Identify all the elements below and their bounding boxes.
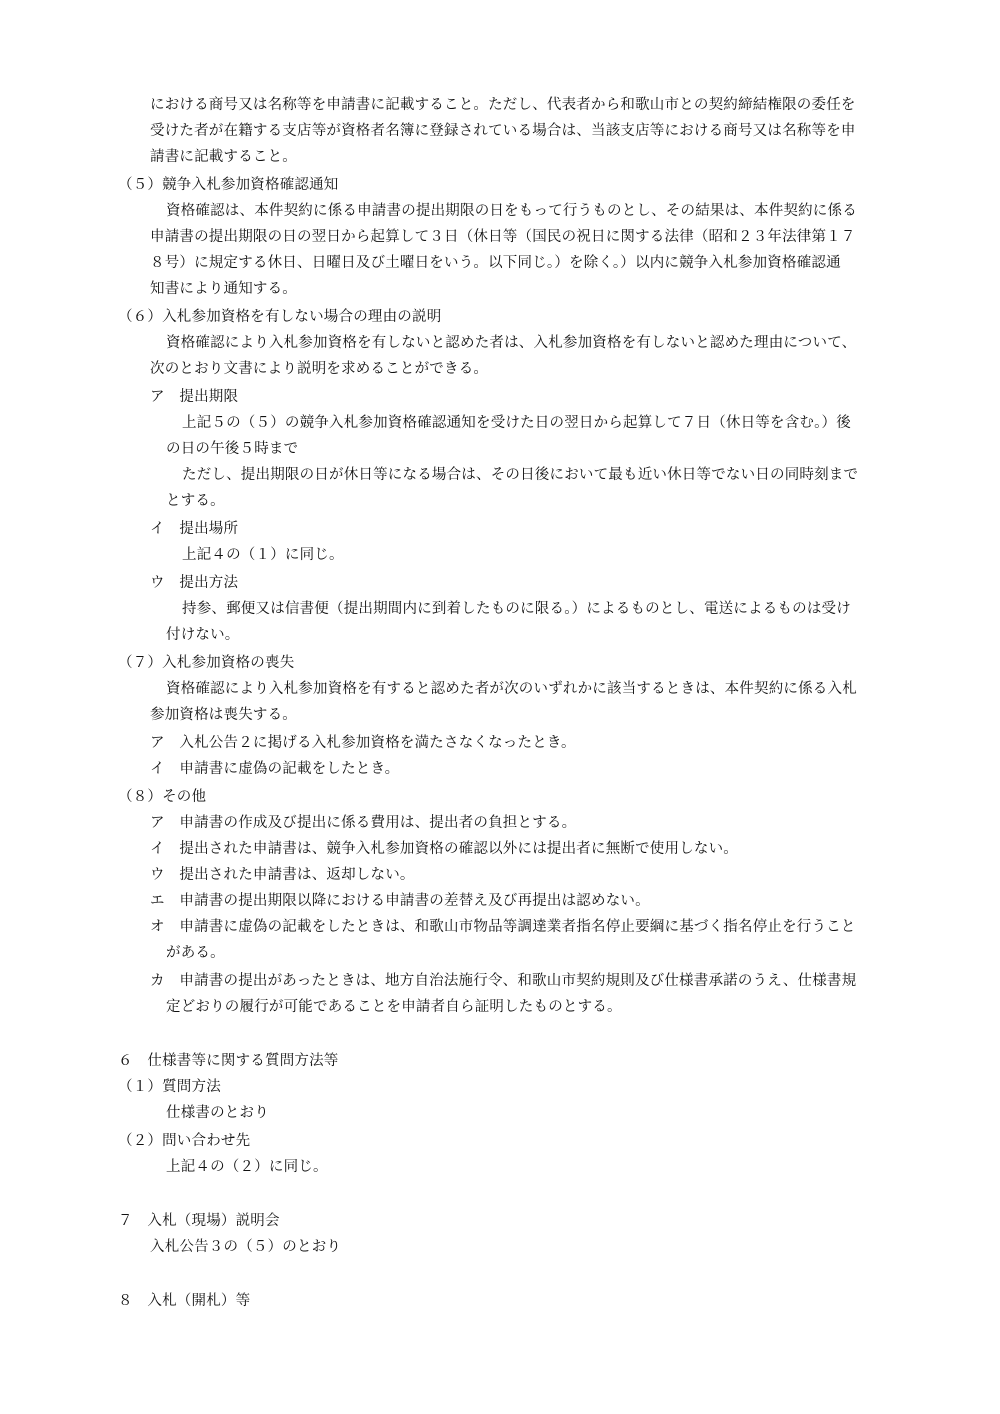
paragraph-line: 資格確認により入札参加資格を有しないと認めた者は、入札参加資格を有しないと認めた理由について、 bbox=[166, 335, 857, 351]
paragraph-line: の日の午後５時まで bbox=[166, 441, 299, 457]
paragraph-line: 定どおりの履行が可能であることを申請者自ら証明したものとする。 bbox=[166, 999, 622, 1015]
paragraph-line: 受けた者が在籍する支店等が資格者名簿に登録されている場合は、当該支店等における商号又は名称等を申 bbox=[150, 123, 856, 139]
paragraph-line: ただし、提出期限の日が休日等になる場合は、その日後において最も近い休日等でない日の同時刻まで bbox=[182, 467, 859, 483]
section-heading-7: （７）入札参加資格の喪失 bbox=[118, 655, 295, 671]
paragraph-line: 知書により通知する。 bbox=[150, 281, 297, 297]
list-item: イ 申請書に虚偽の記載をしたとき。 bbox=[150, 761, 400, 777]
section-heading-5: （５）競争入札参加資格確認通知 bbox=[118, 177, 339, 193]
subheading-u: ウ 提出方法 bbox=[150, 575, 239, 591]
list-item: ア 申請書の作成及び提出に係る費用は、提出者の負担とする。 bbox=[150, 815, 577, 831]
paragraph-line: 付けない。 bbox=[166, 627, 240, 643]
subheading-i: イ 提出場所 bbox=[150, 521, 239, 537]
paragraph-line: 資格確認により入札参加資格を有すると認めた者が次のいずれかに該当するときは、本件契約に係る入札 bbox=[166, 681, 857, 697]
list-item: カ 申請書の提出があったときは、地方自治法施行令、和歌山市契約規則及び仕様書承諾のうえ、仕様書規 bbox=[150, 973, 857, 989]
paragraph-line: ８号）に規定する休日、日曜日及び土曜日をいう。以下同じ。）を除く。）以内に競争入札参加資格確認通 bbox=[150, 255, 841, 271]
paragraph-line: 次のとおり文書により説明を求めることができる。 bbox=[150, 361, 489, 377]
paragraph-line: がある。 bbox=[166, 945, 225, 961]
chapter-heading-6: ６ 仕様書等に関する質問方法等 bbox=[118, 1053, 339, 1069]
section-heading: （２）問い合わせ先 bbox=[118, 1133, 251, 1149]
section-heading: （１）質問方法 bbox=[118, 1079, 221, 1095]
section-heading-6: （６）入札参加資格を有しない場合の理由の説明 bbox=[118, 309, 442, 325]
chapter-heading-8: ８ 入札（開札）等 bbox=[118, 1293, 251, 1309]
list-item: ウ 提出された申請書は、返却しない。 bbox=[150, 867, 415, 883]
list-item: エ 申請書の提出期限以降における申請書の差替え及び再提出は認めない。 bbox=[150, 893, 650, 909]
subheading-a: ア 提出期限 bbox=[150, 389, 239, 405]
paragraph-line: 請書に記載すること。 bbox=[150, 149, 297, 165]
chapter-heading-7: ７ 入札（現場）説明会 bbox=[118, 1213, 280, 1229]
paragraph-line: 持参、郵便又は信書便（提出期間内に到着したものに限る。）によるものとし、電送によるものは受け bbox=[182, 601, 851, 617]
paragraph-line: 上記４の（１）に同じ。 bbox=[182, 547, 344, 563]
list-item: オ 申請書に虚偽の記載をしたときは、和歌山市物品等調達業者指名停止要綱に基づく指名停止を行うこと bbox=[150, 919, 856, 935]
list-item: イ 提出された申請書は、競争入札参加資格の確認以外には提出者に無断で使用しない。 bbox=[150, 841, 738, 857]
paragraph-line: 仕様書のとおり bbox=[166, 1105, 269, 1121]
paragraph-line: とする。 bbox=[166, 493, 225, 509]
paragraph-line: 参加資格は喪失する。 bbox=[150, 707, 297, 723]
paragraph-line: における商号又は名称等を申請書に記載すること。ただし、代表者から和歌山市との契約締結権限の委任を bbox=[150, 97, 856, 113]
paragraph-line: 上記５の（５）の競争入札参加資格確認通知を受けた日の翌日から起算して７日（休日等を含む。）後 bbox=[182, 415, 851, 431]
section-heading-8: （８）その他 bbox=[118, 789, 207, 805]
paragraph-line: 申請書の提出期限の日の翌日から起算して３日（休日等（国民の祝日に関する法律（昭和２３年法律第１７ bbox=[150, 229, 856, 245]
list-item: ア 入札公告２に掲げる入札参加資格を満たさなくなったとき。 bbox=[150, 735, 576, 751]
paragraph-line: 上記４の（２）に同じ。 bbox=[166, 1159, 328, 1175]
paragraph-line: 資格確認は、本件契約に係る申請書の提出期限の日をもって行うものとし、その結果は、本件契約に係る bbox=[166, 203, 857, 219]
paragraph-line: 入札公告３の（５）のとおり bbox=[150, 1239, 342, 1255]
